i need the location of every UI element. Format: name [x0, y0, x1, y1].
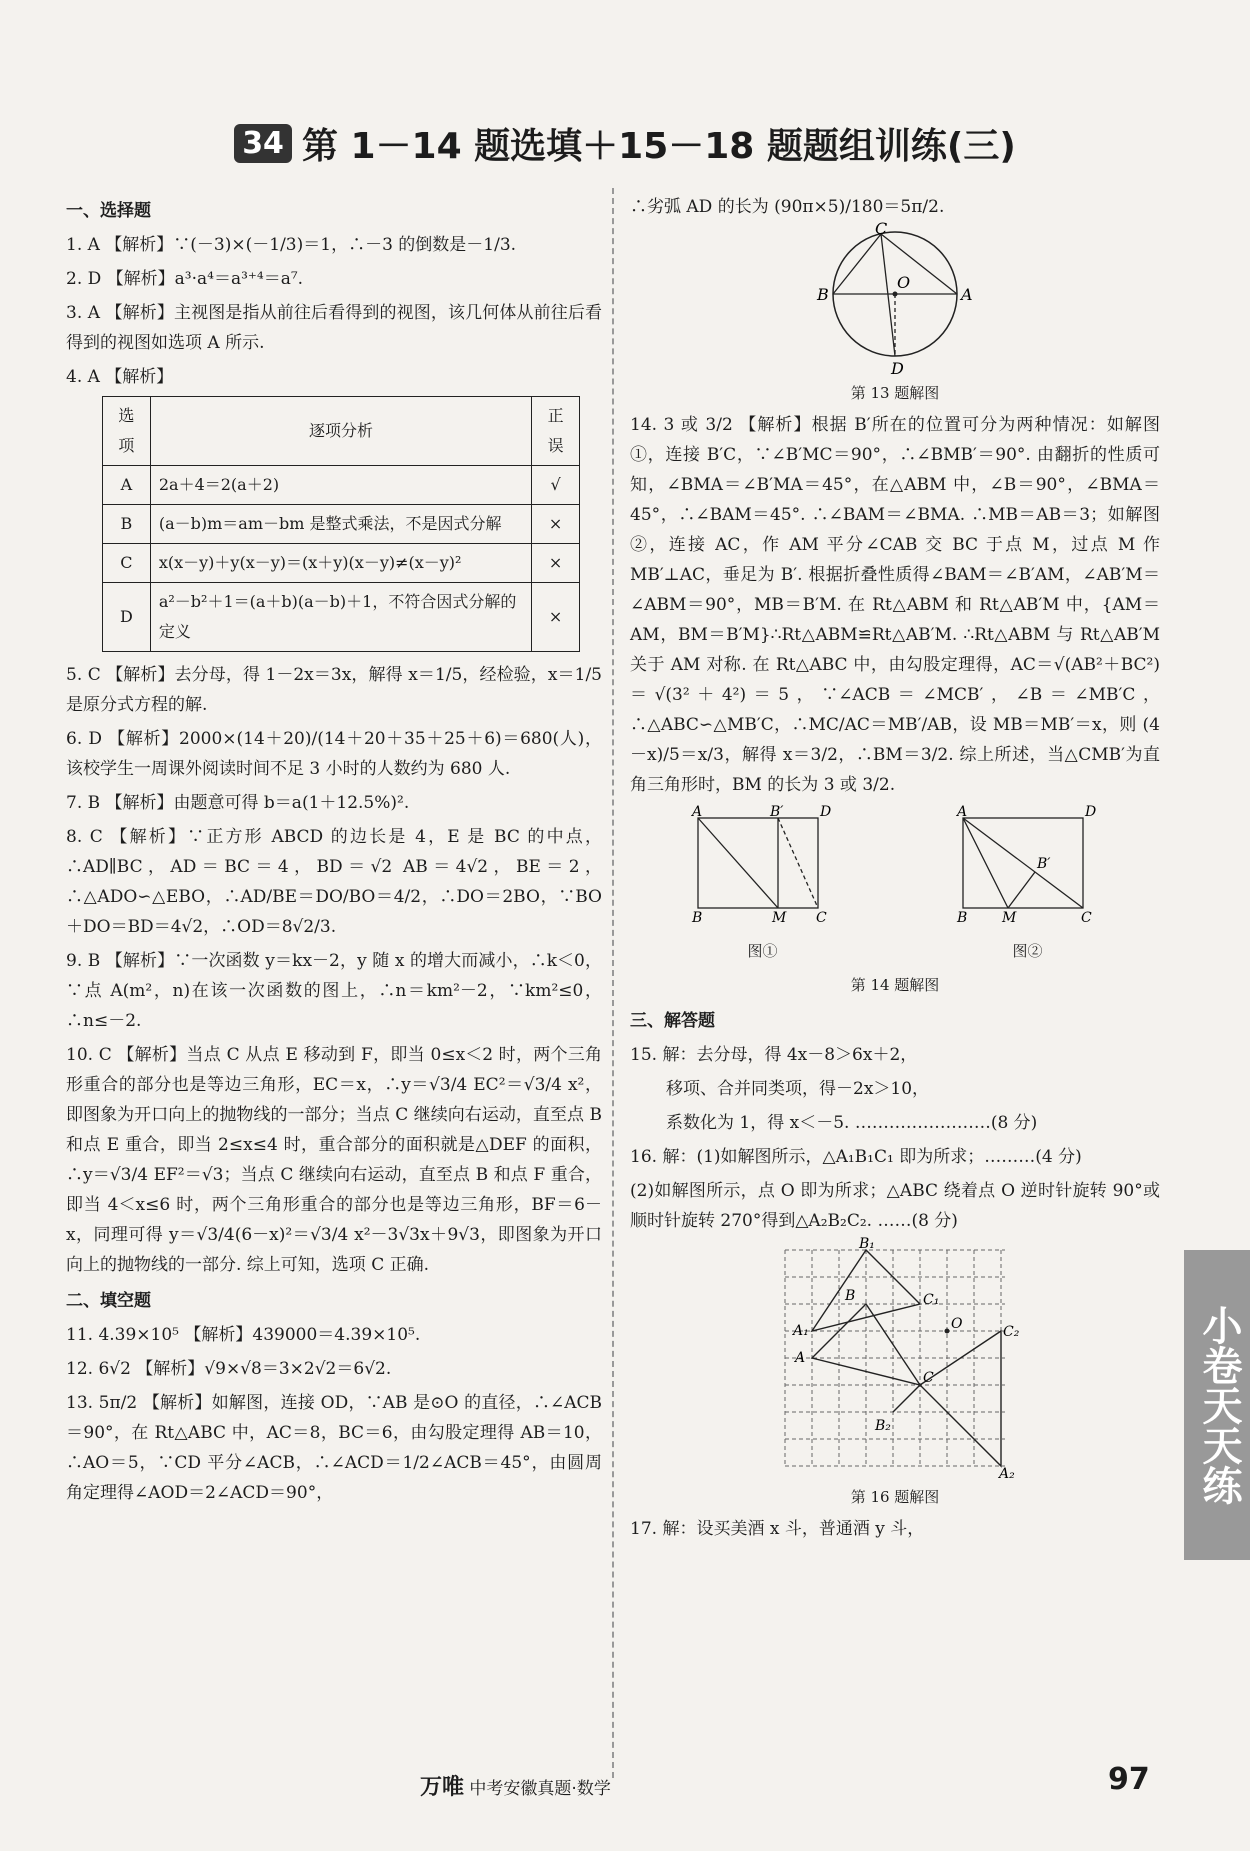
- label-b: B: [845, 1288, 856, 1304]
- label-a: A: [961, 285, 973, 304]
- table-cell: ×: [532, 544, 580, 583]
- table-cell: √: [532, 466, 580, 505]
- answer-q5: 5. C 【解析】去分母，得 1－2x＝3x，解得 x＝1/5，经检验，x＝1/5 是原分式方程的解.: [66, 665, 602, 715]
- figure-16-caption: 第 16 题解图: [850, 1488, 940, 1506]
- label-c2: C₂: [1003, 1324, 1020, 1340]
- label-a1: A₁: [793, 1323, 809, 1339]
- answer-q8: 8. C 【解析】∵正方形 ABCD 的边长是 4，E 是 BC 的中点，∴AD∥BC，AD＝BC＝4，BD＝√2 AB＝4√2，BE＝2，∴△ADO∽△EBO，∴AD/BE＝DO/BO＝4/2，∴DO＝2BO，∵BO＋DO＝BD＝4√2，∴OD＝8√2/3.: [66, 827, 602, 937]
- page-title: 第 1－14 题选填＋15－18 题题组训练(三): [301, 126, 1016, 167]
- answer-q15-line3: 系数化为 1，得 x＜－5. ……………………(8 分): [666, 1113, 1038, 1133]
- figure-16-grid: [775, 1236, 1020, 1482]
- page-header: [0, 118, 1250, 169]
- answer-q14: 14. 3 或 3/2 【解析】根据 B′所在的位置可分为两种情况：如解图①，连接 B′C，∵∠B′MC＝90°，∴∠BMB′＝90°. 由翻折的性质可知，∠BMA＝∠B′MA＝45°，在△ABM 中，∠B＝90°，∠BMA＝45°，∴∠BAM＝45°. ∴∠BAM＝∠BMA. ∴MB＝AB＝3；如解图②，连接 AC，作 AM 平分∠CAB 交 BC 于点 M，过点 M 作 MB′⊥AC，垂足为 B′. 根据折叠性质得∠BAM＝∠B′AM，∠AB′M＝∠ABM＝90°，MB＝B′M. 在 Rt△ABM 和 Rt△AB′M 中，{AM＝AM，BM＝B′M}∴Rt△ABM≌Rt△AB′M. ∴Rt△ABM 与 Rt△AB′M 关于 AM 对称. 在 Rt△ABC 中，由勾股定理得，AC＝√(AB²＋BC²)＝√(3²＋4²)＝5，∵∠ACB＝∠MCB′，∠B＝∠MB′C，∴△ABC∽△MB′C，∴MC/AC＝MB′/AB，设 MB＝MB′＝x，则 (4－x)/5＝x/3，解得 x＝3/2，∴BM＝3/2. 综上所述，当△CMB′为直角三角形时，BM 的长为 3 或 3/2.: [630, 415, 1160, 795]
- label-b: B: [691, 910, 702, 926]
- answer-q2: 2. D 【解析】a³·a⁴＝a³⁺⁴＝a⁷.: [66, 269, 304, 289]
- label-c1: C₁: [923, 1292, 940, 1308]
- answer-q10: 10. C 【解析】当点 C 从点 E 移动到 F，即当 0≤x＜2 时，两个三角形重合的部分也是等边三角形，EC＝x，∴y＝√3/4 EC²＝√3/4 x²，即图象为开口向上的抛物线的一部分；当点 C 继续向右运动，直至点 B 和点 E 重合，即当 2≤x≤4 时，重合部分的面积就是△DEF 的面积，∴y＝√3/4 EF²＝√3；当点 C 继续向右运动，直至点 B 和点 F 重合，即当 4＜x≤6 时，两个三角形重合的部分也是等边三角形，BF＝6－x，同理可得 y＝√3/4(6－x)²＝√3/4 x²－3√3x＋9√3，即图象为开口向上的抛物线的一部分. 综上可知，选项 C 正确.: [66, 1045, 602, 1275]
- label-m: M: [771, 910, 786, 926]
- answer-q17: 17. 解：设买美酒 x 斗，普通酒 y 斗，: [630, 1519, 925, 1539]
- figure-13-circle: [795, 219, 995, 378]
- label-c: C: [923, 1370, 934, 1386]
- side-tab: 小卷天天练: [1184, 1250, 1250, 1560]
- label-d: D: [891, 359, 904, 378]
- table-cell: C: [103, 544, 151, 583]
- analysis-table: [102, 396, 580, 652]
- section-choice: 一、选择题: [66, 201, 151, 221]
- section-answer: 三、解答题: [630, 1011, 715, 1031]
- table-cell: (a－b)m＝am－bm 是整式乘法，不是因式分解: [150, 505, 531, 544]
- lesson-number-badge: 34: [234, 124, 292, 163]
- table-cell: 2a＋4＝2(a＋2): [150, 466, 531, 505]
- figure-14-2-caption: 图②: [1012, 942, 1043, 960]
- answer-q15-line2: 移项、合并同类项，得－2x＞10，: [666, 1079, 930, 1099]
- answer-q9: 9. B 【解析】∵一次函数 y＝kx－2，y 随 x 的增大而减小，∴k＜0，∵点 A(m²，n)在该一次函数的图上，∴n＝km²－2，∵km²≤0，∴n≤－2.: [66, 951, 602, 1031]
- table-row: [103, 505, 580, 544]
- left-column: [66, 190, 602, 1512]
- table-header: 正误: [532, 397, 580, 466]
- table-cell: x(x－y)＋y(x－y)＝(x＋y)(x－y)≠(x－y)²: [150, 544, 531, 583]
- table-cell: A: [103, 466, 151, 505]
- label-d: D: [1084, 804, 1096, 820]
- label-b1: B₁: [859, 1236, 875, 1252]
- answer-q16-part2: (2)如解图所示，点 O 即为所求；△ABC 绕着点 O 逆时针旋转 90°或顺时针旋转 270°得到△A₂B₂C₂. ……(8 分): [630, 1181, 1160, 1231]
- label-a: A: [691, 804, 702, 820]
- table-cell: ×: [532, 505, 580, 544]
- page-number: 97: [1108, 1762, 1150, 1797]
- table-row: [103, 466, 580, 505]
- label-b: B: [817, 285, 829, 304]
- label-m: M: [1001, 910, 1016, 926]
- label-b2: B₂: [875, 1418, 891, 1434]
- label-c: C: [815, 910, 827, 926]
- figure-14-1-caption: 图①: [747, 942, 778, 960]
- table-cell: B: [103, 505, 151, 544]
- answer-q4: 4. A 【解析】: [66, 367, 174, 387]
- section-fill: 二、填空题: [66, 1291, 151, 1311]
- right-column: [630, 190, 1160, 1548]
- footer: [420, 1770, 611, 1801]
- table-cell: a²－b²＋1＝(a＋b)(a－b)＋1，不符合因式分解的定义: [150, 583, 531, 652]
- table-cell: D: [103, 583, 151, 652]
- label-d: D: [819, 804, 831, 820]
- answer-q11: 11. 4.39×10⁵ 【解析】439000＝4.39×10⁵.: [66, 1325, 421, 1345]
- label-a2: A₂: [999, 1466, 1015, 1482]
- answer-q16-part1: 16. 解：(1)如解图所示，△A₁B₁C₁ 即为所求；………(4 分): [630, 1147, 1082, 1167]
- answer-q15-line1: 15. 解：去分母，得 4x－8＞6x＋2，: [630, 1045, 918, 1065]
- column-divider: [612, 188, 614, 1778]
- label-b-prime: B′: [1036, 856, 1050, 872]
- table-row: [103, 544, 580, 583]
- figure-14-group: [630, 804, 1160, 968]
- answer-q13-cont: ∴劣弧 AD 的长为 (90π×5)/180＝5π/2.: [630, 197, 945, 217]
- figure-13-caption: 第 13 题解图: [850, 384, 940, 402]
- footer-text: 中考安徽真题·数学: [469, 1779, 611, 1799]
- label-a: A: [795, 1350, 806, 1366]
- table-row: [103, 583, 580, 652]
- answer-q3: 3. A 【解析】主视图是指从前往后看得到的视图，该几何体从前往后看得到的视图如选项 A 所示.: [66, 303, 602, 353]
- answer-q12: 12. 6√2 【解析】√9×√8＝3×2√2＝6√2.: [66, 1359, 392, 1379]
- table-header: 逐项分析: [150, 397, 531, 466]
- label-a: A: [956, 804, 967, 820]
- table-cell: ×: [532, 583, 580, 652]
- table-header: 选项: [103, 397, 151, 466]
- label-c: C: [875, 219, 888, 238]
- answer-q7: 7. B 【解析】由题意可得 b＝a(1＋12.5%)².: [66, 793, 410, 813]
- answer-q13: 13. 5π/2 【解析】如解图，连接 OD，∵AB 是⊙O 的直径，∴∠ACB＝90°，在 Rt△ABC 中，AC＝8，BC＝6，由勾股定理得 AB＝10，∴AO＝5，∵CD 平分∠ACB，∴∠ACD＝1/2∠ACB＝45°，由圆周角定理得∠AOD＝2∠ACD＝90°，: [66, 1393, 602, 1503]
- answer-q1: 1. A 【解析】∵(－3)×(－1/3)＝1，∴－3 的倒数是－1/3.: [66, 235, 517, 255]
- label-o: O: [897, 273, 911, 292]
- label-b-prime: B′: [769, 804, 783, 820]
- figure-14-2: [953, 804, 1103, 968]
- label-c: C: [1080, 910, 1092, 926]
- figure-14-1-drawing: [688, 804, 838, 924]
- figure-14-1: [688, 804, 838, 968]
- figure-14-caption: 第 14 题解图: [850, 976, 940, 994]
- label-o: O: [951, 1316, 963, 1332]
- figure-14-2-drawing: [953, 804, 1103, 924]
- footer-brand: 万唯: [420, 1775, 465, 1800]
- label-b: B: [956, 910, 967, 926]
- answer-q6: 6. D 【解析】2000×(14＋20)/(14＋20＋35＋25＋6)＝680(人)，该校学生一周课外阅读时间不足 3 小时的人数约为 680 人.: [66, 729, 602, 779]
